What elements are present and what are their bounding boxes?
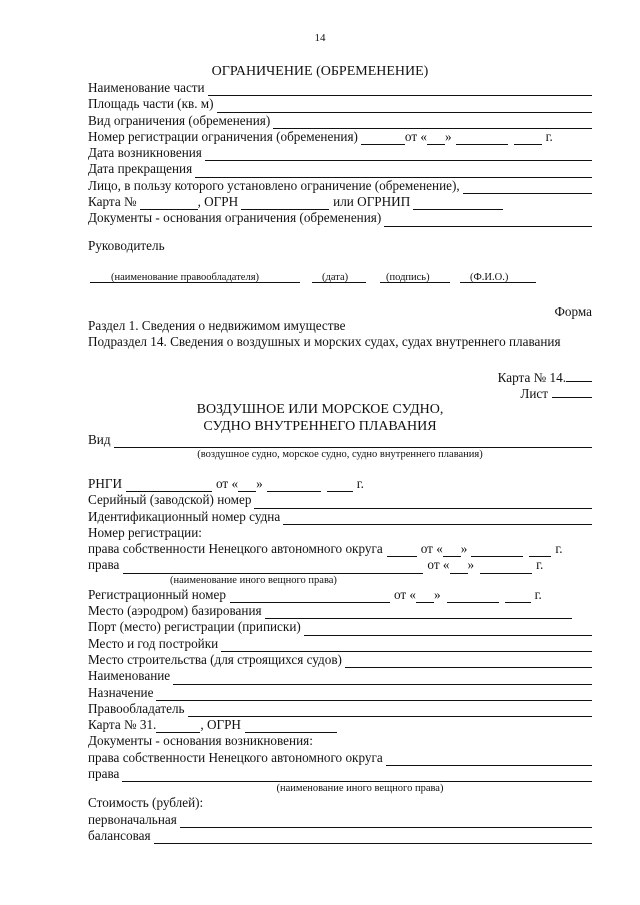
grounds-ownership-row: права собственности Ненецкого автономного округа: [88, 750, 592, 766]
section-title: Раздел 1. Сведения о недвижимом имуществе: [88, 318, 346, 333]
ogrnip-field[interactable]: [413, 197, 503, 210]
registration-number-field[interactable]: [230, 590, 390, 603]
card31-field[interactable]: [156, 720, 200, 733]
reg-day-field[interactable]: [427, 132, 445, 145]
kind-row: Вид: [88, 432, 592, 448]
build-place-field[interactable]: [221, 639, 592, 652]
ownership-month-field[interactable]: [471, 544, 523, 557]
rngi-row: РНГИ от « » г.: [88, 476, 364, 491]
reg-month-field[interactable]: [456, 132, 508, 145]
base-row: Место (аэродром) базирования: [88, 603, 592, 619]
rights-caption: (наименование иного вещного права): [170, 574, 337, 586]
kind-caption: (воздушное судно, морское судно, судно внутреннего плавания): [197, 449, 483, 461]
registration-year-field[interactable]: [505, 590, 531, 603]
holder-row: Правообладатель: [88, 701, 592, 717]
registration-number-row: Регистрационный номер от « » г.: [88, 586, 542, 602]
end-date-row: Дата прекращения: [88, 161, 592, 177]
ogrn-field[interactable]: [241, 197, 329, 210]
reg-year-field[interactable]: [514, 132, 542, 145]
reg-numbers-row: Номер регистрации:: [88, 524, 202, 540]
balance-cost-field[interactable]: [154, 831, 592, 844]
documents-field[interactable]: [384, 214, 592, 227]
ident-field[interactable]: [283, 512, 592, 525]
rngi-month-field[interactable]: [267, 479, 321, 492]
part-area-row: Площадь части (кв. м): [88, 96, 592, 112]
card31-row: Карта № 31. , ОГРН: [88, 717, 592, 733]
end-date-field[interactable]: [195, 165, 592, 178]
subsection-title: Подраздел 14. Сведения о воздушных и морских судах, судах внутреннего плавания: [88, 334, 561, 350]
grounds-row: Документы - основания возникновения:: [88, 733, 313, 749]
build-site-field[interactable]: [345, 655, 592, 668]
rights-field[interactable]: [123, 561, 423, 574]
documents-row: Документы - основания ограничения (обременения): [88, 210, 592, 226]
base-field[interactable]: [265, 606, 572, 619]
build-place-row: Место и год постройки: [88, 636, 592, 652]
ownership-reg-field[interactable]: [387, 544, 417, 557]
vessel-title: ВОЗДУШНОЕ ИЛИ МОРСКОЕ СУДНО, СУДНО ВНУТРЕННЕГО ПЛАВАНИЯ: [196, 402, 444, 434]
section-block: [88, 318, 592, 351]
fio-caption: (Ф.И.О.): [470, 272, 509, 283]
restriction-title: ОГРАНИЧЕНИЕ (ОБРЕМЕНЕНИЕ): [211, 64, 429, 79]
serial-row: Серийный (заводской) номер: [88, 492, 592, 508]
balance-row: балансовая: [88, 828, 592, 844]
person-row: Лицо, в пользу которого установлено ограничение (обременение),: [88, 178, 592, 194]
serial-field[interactable]: [254, 496, 592, 509]
grounds-ownership-field[interactable]: [386, 753, 592, 766]
card-label-row: Карта № 14.: [498, 369, 592, 386]
purpose-row: Назначение: [88, 685, 592, 701]
reg-number-row: Номер регистрации ограничения (обременения) от « » г.: [88, 128, 553, 144]
sign-caption: (подпись): [386, 272, 430, 283]
date-caption: (дата): [322, 272, 349, 283]
initial-cost-field[interactable]: [180, 815, 592, 828]
holder-field[interactable]: [188, 704, 592, 717]
name-field[interactable]: [173, 672, 592, 685]
card-number-field[interactable]: [140, 197, 198, 210]
restriction-block: [88, 80, 592, 227]
sheet-field[interactable]: [552, 385, 592, 398]
grounds-rights-row: права: [88, 766, 592, 782]
name-row: Наименование: [88, 668, 592, 684]
registration-month-field[interactable]: [447, 590, 499, 603]
sheet-label-row: Лист: [520, 385, 592, 402]
rights-row: права от « » г.: [88, 557, 544, 573]
part-name-field[interactable]: [208, 83, 592, 96]
rngi-year-field[interactable]: [327, 479, 353, 492]
port-field[interactable]: [304, 623, 592, 636]
registration-day-field[interactable]: [416, 590, 434, 603]
rights-month-field[interactable]: [480, 561, 532, 574]
restriction-type-row: Вид ограничения (обременения): [88, 113, 592, 129]
initial-row: первоначальная: [88, 812, 592, 828]
person-field[interactable]: [463, 181, 592, 194]
kind-field[interactable]: [114, 435, 592, 448]
holder-caption: (наименование правообладателя): [111, 272, 260, 283]
rights-day-field[interactable]: [450, 561, 468, 574]
reg-number-field[interactable]: [361, 132, 405, 145]
rngi-field[interactable]: [126, 479, 212, 492]
card-row: Карта № , ОГРН или ОГРНИП: [88, 194, 592, 210]
ident-row: Идентификационный номер судна: [88, 509, 592, 525]
ownership-day-field[interactable]: [443, 544, 461, 557]
cost-row: Стоимость (рублей):: [88, 795, 204, 811]
build-site-row: Место строительства (для строящихся судов): [88, 652, 592, 668]
purpose-field[interactable]: [156, 688, 592, 701]
ownership-row: права собственности Ненецкого автономного округа от « » г.: [88, 541, 563, 557]
part-area-field[interactable]: [217, 100, 592, 113]
card31-ogrn-field[interactable]: [245, 720, 337, 733]
page-number: 14: [314, 32, 326, 44]
start-date-field[interactable]: [205, 148, 592, 161]
vessel-kind-block: [88, 432, 592, 460]
head-label: Руководитель: [88, 238, 165, 253]
card-14-field[interactable]: [566, 369, 592, 382]
part-name-row: Наименование части: [88, 80, 592, 96]
rngi-day-field[interactable]: [238, 479, 256, 492]
start-date-row: Дата возникновения: [88, 145, 592, 161]
ownership-year-field[interactable]: [529, 544, 551, 557]
port-row: Порт (место) регистрации (приписки): [88, 619, 592, 635]
form-label: Форма: [554, 304, 592, 319]
restriction-type-field[interactable]: [273, 116, 592, 129]
vessel-block: [88, 476, 592, 844]
grounds-rights-caption: (наименование иного вещного права): [276, 783, 444, 795]
grounds-rights-field[interactable]: [122, 769, 592, 782]
